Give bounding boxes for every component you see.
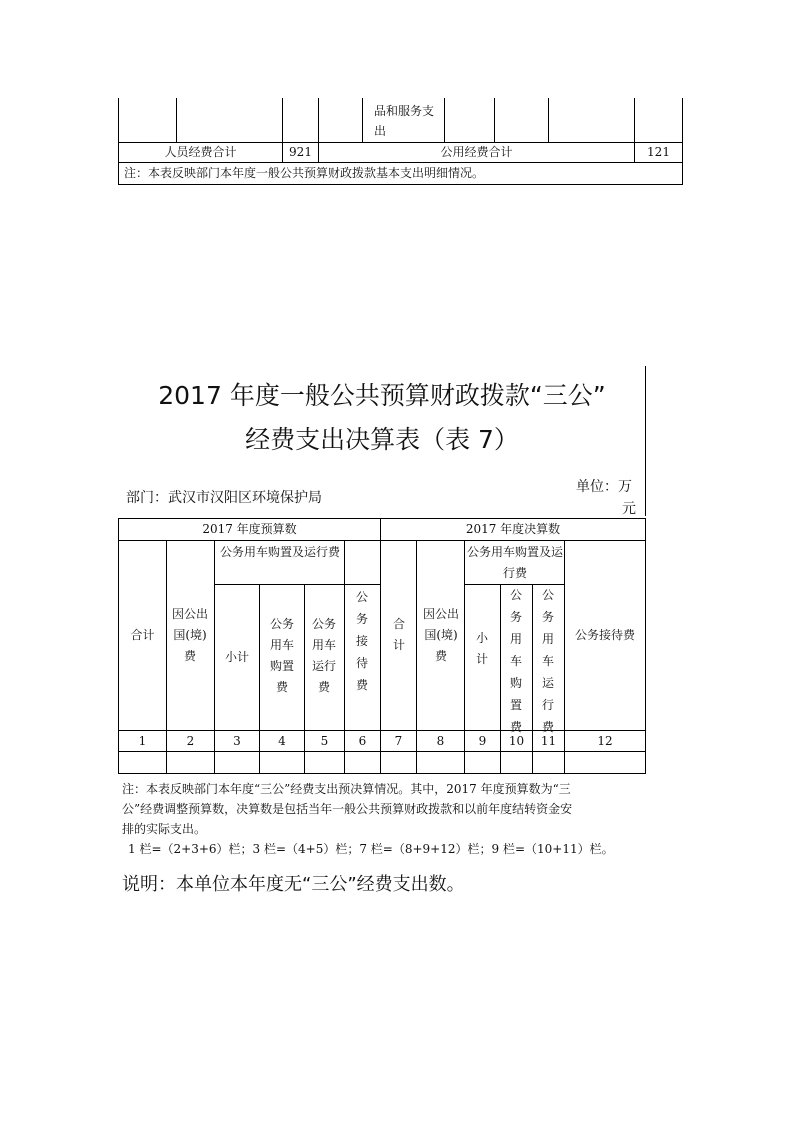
- col-final-vehicle-purchase: 公务用车购置费: [509, 588, 522, 734]
- public-total-value: 121: [647, 145, 670, 159]
- fragment-cell-text: 品和服务支出: [374, 104, 435, 138]
- top-table-note: 注：本表反映部门本年度一般公共预算财政拨款基本支出明细情况。: [124, 166, 485, 180]
- note-line-2: 公”经费调整预算数，决算数是包括当年一般公共预算财政拨款和以前年度结转资金安: [122, 802, 573, 816]
- col-vehicle-operation: 公务用车运行费: [312, 617, 337, 694]
- col-number: 7: [394, 734, 403, 748]
- col-number: 11: [540, 734, 557, 748]
- department-label: 部门：武汉市汉阳区环境保护局: [126, 490, 322, 506]
- col-subtotal: 小计: [224, 650, 249, 664]
- col-number: 12: [597, 734, 613, 748]
- unit-label-cont: 元: [622, 501, 636, 517]
- col-final-reception: 公务接待费: [574, 628, 635, 642]
- page-title-line1: 2017 年度一般公共预算财政拨款“三公”: [158, 381, 606, 410]
- unit-label: 单位：万: [576, 479, 632, 495]
- col-number: 4: [278, 734, 286, 748]
- col-reception: 公务接待费: [355, 590, 368, 692]
- col-final-abroad: 因公出国(境)费: [422, 607, 459, 663]
- col-number: 10: [508, 734, 525, 748]
- final-header: 2017 年度决算数: [465, 522, 561, 536]
- col-number: 9: [478, 734, 487, 748]
- col-number: 3: [233, 734, 241, 748]
- budget-header: 2017 年度预算数: [202, 522, 297, 536]
- col-number: 6: [358, 734, 367, 748]
- col-number: 8: [436, 734, 445, 748]
- formula-note: 1 栏=（2+3+6）栏；3 栏=（4+5）栏；7 栏=（8+9+12）栏；9 栏=（10+11）栏。: [128, 842, 614, 856]
- col-abroad: 因公出国(境)费: [171, 607, 208, 663]
- col-final-vehicle-operation: 公务用车运行费: [541, 588, 554, 734]
- explanation-text: 说明：本单位本年度无“三公”经费支出数。: [122, 874, 465, 895]
- note-line-3: 排的实际支出。: [122, 822, 207, 836]
- note-line-1: 注：本表反映部门本年度“三公”经费支出预决算情况。其中，2017 年度预算数为“三: [122, 782, 571, 796]
- public-total-label: 公用经费合计: [440, 145, 513, 159]
- personnel-total-value: 921: [289, 145, 312, 159]
- col-vehicle-group: 公务用车购置及运行费: [219, 545, 340, 559]
- col-number: 1: [138, 734, 147, 748]
- col-final-total: 合计: [392, 617, 405, 652]
- col-vehicle-purchase: 公务用车购置费: [270, 617, 295, 694]
- col-final-vehicle-group: 公务用车购置及运行费: [466, 545, 563, 580]
- col-final-subtotal: 小计: [475, 631, 488, 666]
- personnel-total-label: 人员经费合计: [164, 145, 237, 159]
- col-number: 5: [320, 734, 329, 748]
- col-number: 2: [186, 734, 195, 748]
- page-title-line2: 经费支出决算表（表 7）: [245, 425, 519, 454]
- col-total: 合计: [130, 628, 155, 642]
